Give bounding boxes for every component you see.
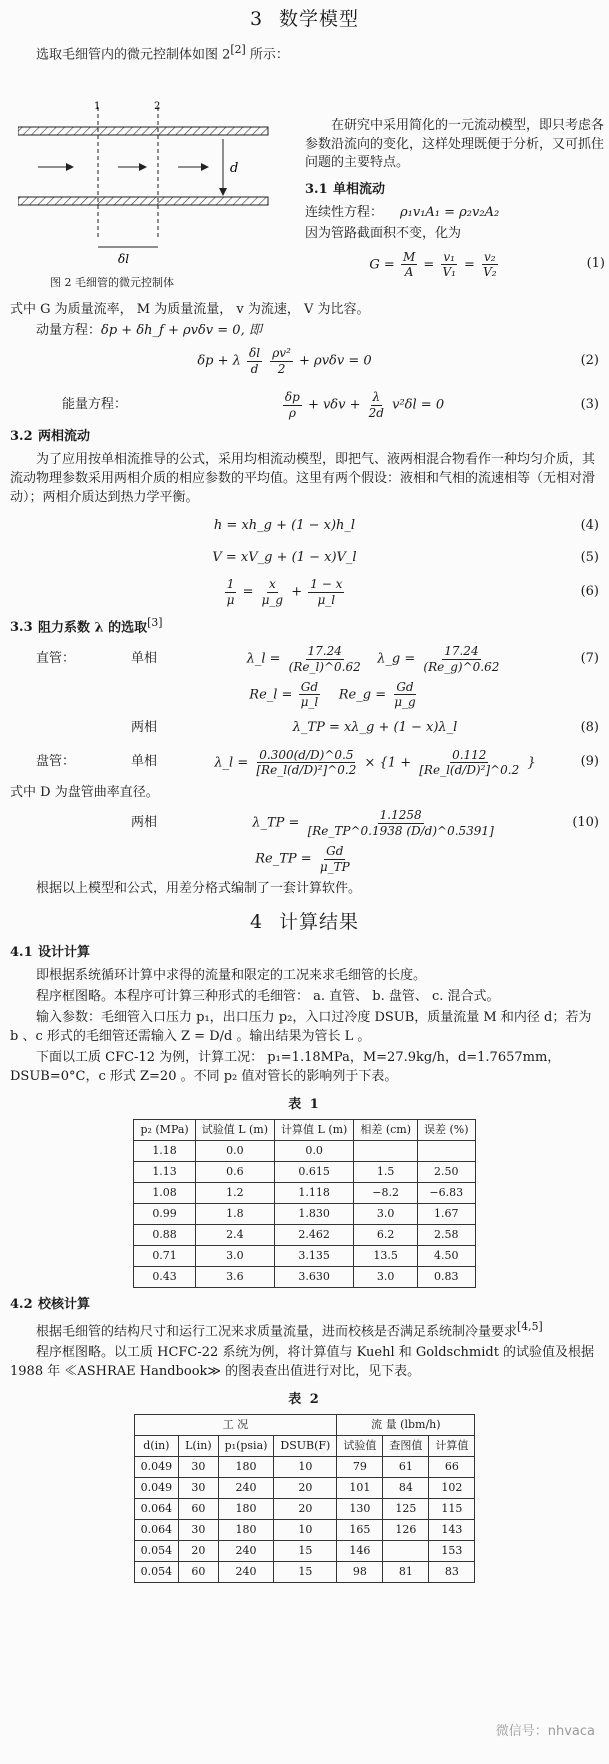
- column-header: p₁(psia): [218, 1436, 274, 1457]
- equation-number: (10): [572, 814, 599, 830]
- continuity-line: [305, 204, 605, 223]
- table-row: [134, 1478, 475, 1499]
- equation-6: $\frac{1}{\mu}$ = $\frac{x}{\mu\_g}$ + $\frac{1 - x}{\mu\_l}$ (6): [226, 577, 599, 607]
- table-cell: 125: [383, 1498, 429, 1519]
- re-l-den: μ_l: [300, 695, 319, 710]
- table-cell: [383, 1540, 429, 1561]
- table-cell: 0.064: [134, 1498, 179, 1519]
- table-cell: 0.43: [134, 1266, 195, 1287]
- two-phase-paragraph: 为了应用按单相流推导的公式，采用均相流动模型，即把气、液两相混合物看作一种均匀介质，其流动物理参数采用两相介质的相应参数的平均值。这里有两个假设：液相和气相的流速相等（无相对滑动）；两相介质达到热力学平衡。: [10, 451, 596, 505]
- eq1-frac2-num: v₁: [443, 249, 455, 264]
- subsection-title: 校核计算: [38, 1296, 91, 1312]
- table-row: [134, 1540, 475, 1561]
- continuity-note: 因为管路截面积不变，化为: [305, 225, 462, 241]
- subsection-number: 3.2: [10, 428, 33, 444]
- table-cell: 79: [337, 1457, 383, 1478]
- section-4-1-heading: [10, 944, 599, 963]
- table-cell: −8.2: [354, 1183, 418, 1204]
- re-g-num: Gd: [396, 680, 414, 695]
- table-cell: 0.0: [275, 1141, 354, 1162]
- table-cell: 84: [383, 1478, 429, 1499]
- pipe-wall-top: [18, 127, 268, 135]
- eq6-frac3-num: 1 − x: [310, 577, 343, 592]
- table-cell: 146: [337, 1540, 383, 1561]
- table-cell: 1.2: [195, 1183, 274, 1204]
- re-g-den: μ_g: [394, 695, 416, 710]
- diameter-label: d: [230, 160, 239, 176]
- eq9-part-a: λ_l =: [214, 755, 249, 771]
- table-row: [134, 1245, 475, 1266]
- eq8-text: λ_TP = xλ_g + (1 − x)λ_l: [292, 720, 458, 736]
- subsection-number: 4.2: [10, 1296, 33, 1312]
- equation-number: (1): [586, 256, 605, 272]
- table-cell: 101: [337, 1478, 383, 1499]
- eq2-frac2-num: ρv²: [272, 346, 291, 361]
- eq2-frac1-den: d: [250, 361, 259, 376]
- table-cell: 1.18: [134, 1141, 195, 1162]
- table-cell: 3.135: [275, 1245, 354, 1266]
- citation: [3]: [147, 616, 163, 630]
- subsection-title: 单相流动: [333, 182, 386, 198]
- eq6-frac1-den: μ: [226, 592, 235, 607]
- table-cell: 3.0: [354, 1203, 418, 1224]
- table-cell: 98: [337, 1561, 383, 1582]
- table-cell: 0.615: [275, 1162, 354, 1183]
- table-cell: 153: [429, 1540, 475, 1561]
- re-tp-num: Gd: [326, 844, 344, 859]
- continuity-equation: ρ₁v₁A₁ = ρ₂v₂A₂: [400, 205, 500, 221]
- column-header: 试验值 L (m): [195, 1120, 274, 1141]
- re-l-num: Gd: [300, 680, 319, 695]
- table-cell: 0.99: [134, 1203, 195, 1224]
- single-phase-label: 单相: [131, 650, 158, 666]
- equation-4: [10, 513, 599, 539]
- section-title: 计算结果: [279, 910, 360, 933]
- re-g-lhs: Re_g =: [338, 687, 387, 703]
- equation-3: [10, 390, 599, 420]
- check-para-1-text: 根据毛细管的结构尺寸和运行工况来求质量流量，进而校核是否满足系统制冷量要求: [36, 1323, 518, 1339]
- table-cell: 180: [218, 1519, 274, 1540]
- re-tp-definition: [10, 844, 599, 874]
- eq9-part-c: }: [527, 755, 536, 771]
- table-cell: 1.5: [354, 1162, 418, 1183]
- subsection-number: 4.1: [10, 945, 33, 961]
- table-row: [134, 1203, 475, 1224]
- table-cell: 180: [218, 1457, 274, 1478]
- table-cell: 165: [337, 1519, 383, 1540]
- length-label: δl: [118, 251, 130, 266]
- straight-pipe-label: 直管：: [36, 650, 76, 666]
- table-cell: 3.6: [195, 1266, 274, 1287]
- section-number: 4: [249, 910, 264, 933]
- eq7-frac1-den: (Re_l)^0.62: [288, 659, 361, 674]
- table-cell: 10: [274, 1519, 337, 1540]
- two-phase-label: 两相: [131, 814, 158, 830]
- section-4-2-heading: [10, 1296, 599, 1315]
- eq1-frac3-den: V₂: [483, 265, 497, 280]
- label-2: 2: [154, 100, 161, 112]
- table-1-caption: 表 1: [288, 1097, 321, 1113]
- intro-tail: 所示：: [245, 46, 289, 62]
- table-cell: 3.0: [354, 1266, 418, 1287]
- table-cell: 0.049: [134, 1457, 179, 1478]
- table-cell: 83: [429, 1561, 475, 1582]
- pipe-wall-bottom: [18, 197, 268, 205]
- label-1: 1: [94, 100, 101, 112]
- table-cell: 10: [274, 1457, 337, 1478]
- table-2-caption: 表 2: [288, 1392, 321, 1408]
- equation-5: [10, 545, 599, 571]
- momentum-label: 动量方程：: [36, 322, 102, 338]
- eq3-part-a: + vδv +: [307, 397, 361, 413]
- design-para-2: 程序框图略。本程序可计算三种形式的毛细管： a. 直管、 b. 盘管、 c. 混合式。: [36, 989, 500, 1005]
- table-cell: 0.71: [134, 1245, 195, 1266]
- table-row: [134, 1561, 475, 1582]
- subsection-number: 3.3: [10, 620, 33, 636]
- table-row: [134, 1266, 475, 1287]
- table-cell: 240: [218, 1540, 274, 1561]
- eq1-frac1-num: M: [402, 249, 416, 264]
- table-cell: 1.118: [275, 1183, 354, 1204]
- table-cell: 20: [274, 1478, 337, 1499]
- subsection-title: 阻力系数 λ 的选取: [38, 620, 148, 636]
- table-cell: 0.049: [134, 1478, 179, 1499]
- coil-pipe-label: 盘管：: [36, 754, 76, 770]
- eq3-part-b: v²δl = 0: [392, 397, 445, 413]
- table-row: [134, 1519, 475, 1540]
- momentum-inline: δp + δh_f + ρvδv = 0, 即: [101, 322, 262, 338]
- subsection-number: 3.1: [305, 182, 328, 198]
- software-note: 根据以上模型和公式，用差分格式编制了一套计算软件。: [36, 881, 362, 897]
- subsection-title: 设计计算: [38, 945, 91, 961]
- re-tp-lhs: Re_TP =: [255, 851, 312, 867]
- check-para-1: [10, 1319, 599, 1342]
- table-cell: 180: [218, 1498, 274, 1519]
- table-cell: 15: [274, 1561, 337, 1582]
- design-para-3: 输入参数：毛细管入口压力 p₁，出口压力 p₂，入口过冷度 DSUB，质量流量 M 和内径 d；若为 b 、c 形式的毛细管还需输入 Z = D/d 。输出结果为管长 L 。: [10, 1009, 592, 1044]
- eq9-frac2-num: 0.112: [452, 747, 487, 762]
- eq7-part-a: λ_l =: [246, 651, 281, 667]
- column-header: p₂ (MPa): [134, 1120, 195, 1141]
- table-cell: 0.0: [195, 1141, 274, 1162]
- model-description: 在研究中采用简化的一元流动模型，即只考虑各参数沿流向的变化，这样处理既便于分析，又可抓住问题的主要特点。: [305, 117, 605, 171]
- group-header-conditions: 工 况: [134, 1415, 337, 1436]
- table-cell: 0.83: [418, 1266, 476, 1287]
- equation-number: (2): [580, 352, 599, 368]
- table-cell: 2.58: [418, 1224, 476, 1245]
- table-cell: 60: [179, 1498, 219, 1519]
- intro-paragraph: [10, 42, 599, 65]
- eq10-num: 1.1258: [379, 808, 422, 823]
- column-header: 误差 (%): [418, 1120, 476, 1141]
- two-phase-label: 两相: [131, 720, 158, 736]
- re-tp-den: μ_TP: [319, 859, 350, 874]
- column-header: 计算值: [429, 1436, 475, 1457]
- table-row: [134, 1457, 475, 1478]
- eq6-frac3-den: μ_l: [317, 592, 336, 607]
- column-header: 计算值 L (m): [275, 1120, 354, 1141]
- table-row: [134, 1162, 475, 1183]
- table-cell: 60: [179, 1561, 219, 1582]
- energy-label: 能量方程：: [62, 396, 128, 412]
- eq9-description: 式中 D 为盘管曲率直径。: [10, 784, 159, 800]
- table-cell: 2.50: [418, 1162, 476, 1183]
- eq4-text: h = xh_g + (1 − x)h_l: [213, 517, 356, 533]
- eq1-frac2-den: V₁: [442, 265, 456, 280]
- equation-number: (9): [580, 754, 599, 770]
- table-cell: 81: [383, 1561, 429, 1582]
- eq7-frac2-num: 17.24: [444, 644, 479, 659]
- table-cell: 143: [429, 1519, 475, 1540]
- figure-2: [10, 67, 605, 289]
- section-3-1-heading: [305, 181, 605, 200]
- paper-page: [0, 6, 609, 1764]
- citation: [4,5]: [517, 1319, 543, 1333]
- eq9-frac1-den: [Re_l(d/D)²]^0.2: [256, 763, 357, 778]
- eq9-frac1-num: 0.300(d/D)^0.5: [259, 747, 354, 762]
- design-para-1: 即根据系统循环计算中求得的流量和限定的工况来求毛细管的长度。: [36, 968, 427, 984]
- section-3-3-heading: [10, 615, 599, 638]
- equation-number: (5): [580, 549, 599, 565]
- check-para-2: 程序框图略。以工质 HCFC-22 系统为例，将计算值与 Kuehl 和 Goldschmidt 的试验值及根据 1988 年 ≪ASHRAE Handbook≫ 的图表查出值进行对比，见下表。: [10, 1344, 595, 1379]
- equation-8: [10, 716, 599, 742]
- section-3-2-heading: [10, 428, 599, 447]
- table-cell: 240: [218, 1561, 274, 1582]
- table-cell: 30: [179, 1519, 219, 1540]
- table-cell: 30: [179, 1457, 219, 1478]
- eq3-frac1-den: ρ: [288, 405, 296, 420]
- eq1-frac1-den: A: [404, 265, 414, 280]
- table-row: [134, 1498, 475, 1519]
- table-cell: 240: [218, 1478, 274, 1499]
- equation-1: G = $\frac{M}{A}$ = $\frac{\text{v₁}}{\text{V₁}}$ = $\frac{\text{v₂}}{\text{V₂}}$ (1): [369, 249, 605, 280]
- eq7-frac2-den: (Re_g)^0.62: [423, 659, 500, 674]
- table-cell: 0.054: [134, 1561, 179, 1582]
- table-cell: 30: [179, 1478, 219, 1499]
- eq2-part-a: δp + λ: [197, 353, 241, 369]
- table-cell: 1.08: [134, 1183, 195, 1204]
- table-cell: 4.50: [418, 1245, 476, 1266]
- column-header: 查图值: [383, 1436, 429, 1457]
- table-cell: 0.6: [195, 1162, 274, 1183]
- table-cell: 3.630: [275, 1266, 354, 1287]
- eq9-frac2-den: [Re_l(d/D)²]^0.2: [419, 763, 520, 778]
- eq9-part-b: × {1 +: [364, 755, 412, 771]
- equation-9: [10, 748, 599, 778]
- right-column: [305, 115, 605, 286]
- table-cell: 61: [383, 1457, 429, 1478]
- eq2-part-b: + ρvδv = 0: [299, 353, 372, 369]
- eq2-frac2-den: 2: [277, 361, 286, 376]
- table-cell: 66: [429, 1457, 475, 1478]
- table-cell: 115: [429, 1498, 475, 1519]
- table-cell: 0.054: [134, 1540, 179, 1561]
- eq10-den: [Re_TP^0.1938 (D/d)^0.5391]: [307, 823, 494, 838]
- momentum-line: [10, 322, 599, 341]
- equation-number: (4): [580, 517, 599, 533]
- equation-number: (6): [580, 583, 599, 599]
- table-cell: 13.5: [354, 1245, 418, 1266]
- section-title: 数学模型: [279, 8, 360, 30]
- column-header: 试验值: [337, 1436, 383, 1457]
- citation: [2]: [230, 42, 246, 56]
- eq1-lhs: G =: [369, 257, 395, 273]
- eq1-frac3-num: v₂: [484, 249, 496, 264]
- group-header-flow: 流 量 (lbm/h): [337, 1415, 475, 1436]
- eq7-part-b: λ_g =: [377, 651, 416, 667]
- continuity-label: 连续性方程：: [305, 205, 384, 221]
- section-4-heading: [10, 909, 599, 937]
- equation-7: [10, 644, 599, 674]
- eq6-frac1-num: 1: [226, 577, 235, 592]
- table-cell: 102: [429, 1478, 475, 1499]
- table-cell: 130: [337, 1498, 383, 1519]
- table-cell: 1.13: [134, 1162, 195, 1183]
- eq3-frac2-num: λ: [372, 390, 381, 405]
- eq10-lhs: λ_TP =: [252, 815, 300, 831]
- eq2-frac1-num: δl: [249, 346, 261, 361]
- subsection-title: 两相流动: [38, 428, 91, 444]
- table-cell: 126: [383, 1519, 429, 1540]
- table-2: [134, 1414, 476, 1583]
- table-1: [133, 1119, 475, 1288]
- table-cell: [354, 1141, 418, 1162]
- eq3-frac2-den: 2d: [368, 405, 384, 420]
- figure-caption: 图 2 毛细管的微元控制体: [50, 275, 174, 289]
- table-row: [134, 1224, 475, 1245]
- table-cell: 0.88: [134, 1224, 195, 1245]
- table-cell: 1.67: [418, 1203, 476, 1224]
- table-cell: 1.830: [275, 1203, 354, 1224]
- equation-number: (3): [580, 396, 599, 412]
- equation-number: (8): [580, 720, 599, 736]
- eq1-description: 式中 G 为质量流率， M 为质量流量， v 为流速， V 为比容。: [10, 301, 370, 317]
- intro-text: 选取毛细管内的微元控制体如图 2: [36, 46, 231, 62]
- table-cell: 6.2: [354, 1224, 418, 1245]
- equation-number: (7): [580, 650, 599, 666]
- reynolds-definitions: [10, 680, 599, 710]
- table-cell: 1.8: [195, 1203, 274, 1224]
- single-phase-label: 单相: [131, 754, 158, 770]
- table-cell: 0.064: [134, 1519, 179, 1540]
- design-para-4: 下面以工质 CFC-12 为例，计算工况： p₁=1.18MPa，M=27.9kg/h，d=1.7657mm，DSUB=0°C，c 形式 Z=20 。不同 p₂ 值对管长的影响列于下表。: [10, 1049, 561, 1084]
- section-3-heading: [10, 6, 599, 34]
- table-cell: [418, 1141, 476, 1162]
- eq7-frac1-num: 17.24: [307, 644, 342, 659]
- section-number: 3: [249, 8, 264, 30]
- table-row: [134, 1183, 475, 1204]
- equation-2: [10, 346, 599, 376]
- capillary-control-volume-diagram: [18, 97, 278, 267]
- table-cell: 2.462: [275, 1224, 354, 1245]
- table-cell: −6.83: [418, 1183, 476, 1204]
- column-header: d(in): [134, 1436, 179, 1457]
- table-cell: 20: [179, 1540, 219, 1561]
- column-header: 相差 (cm): [354, 1120, 418, 1141]
- table-cell: 20: [274, 1498, 337, 1519]
- table-row: [134, 1141, 475, 1162]
- column-header: DSUB(F): [274, 1436, 337, 1457]
- watermark: 微信号：nhvaca: [495, 1724, 595, 1740]
- table-cell: 15: [274, 1540, 337, 1561]
- table-cell: 3.0: [195, 1245, 274, 1266]
- eq3-frac1-num: δp: [284, 390, 300, 405]
- re-l-lhs: Re_l =: [249, 687, 293, 703]
- table-cell: 2.4: [195, 1224, 274, 1245]
- column-header: L(in): [179, 1436, 219, 1457]
- eq6-frac2-num: x: [268, 577, 276, 592]
- eq5-text: V = xV_g + (1 − x)V_l: [212, 549, 357, 565]
- equation-10: [10, 808, 599, 838]
- eq6-frac2-den: μ_g: [261, 592, 284, 607]
